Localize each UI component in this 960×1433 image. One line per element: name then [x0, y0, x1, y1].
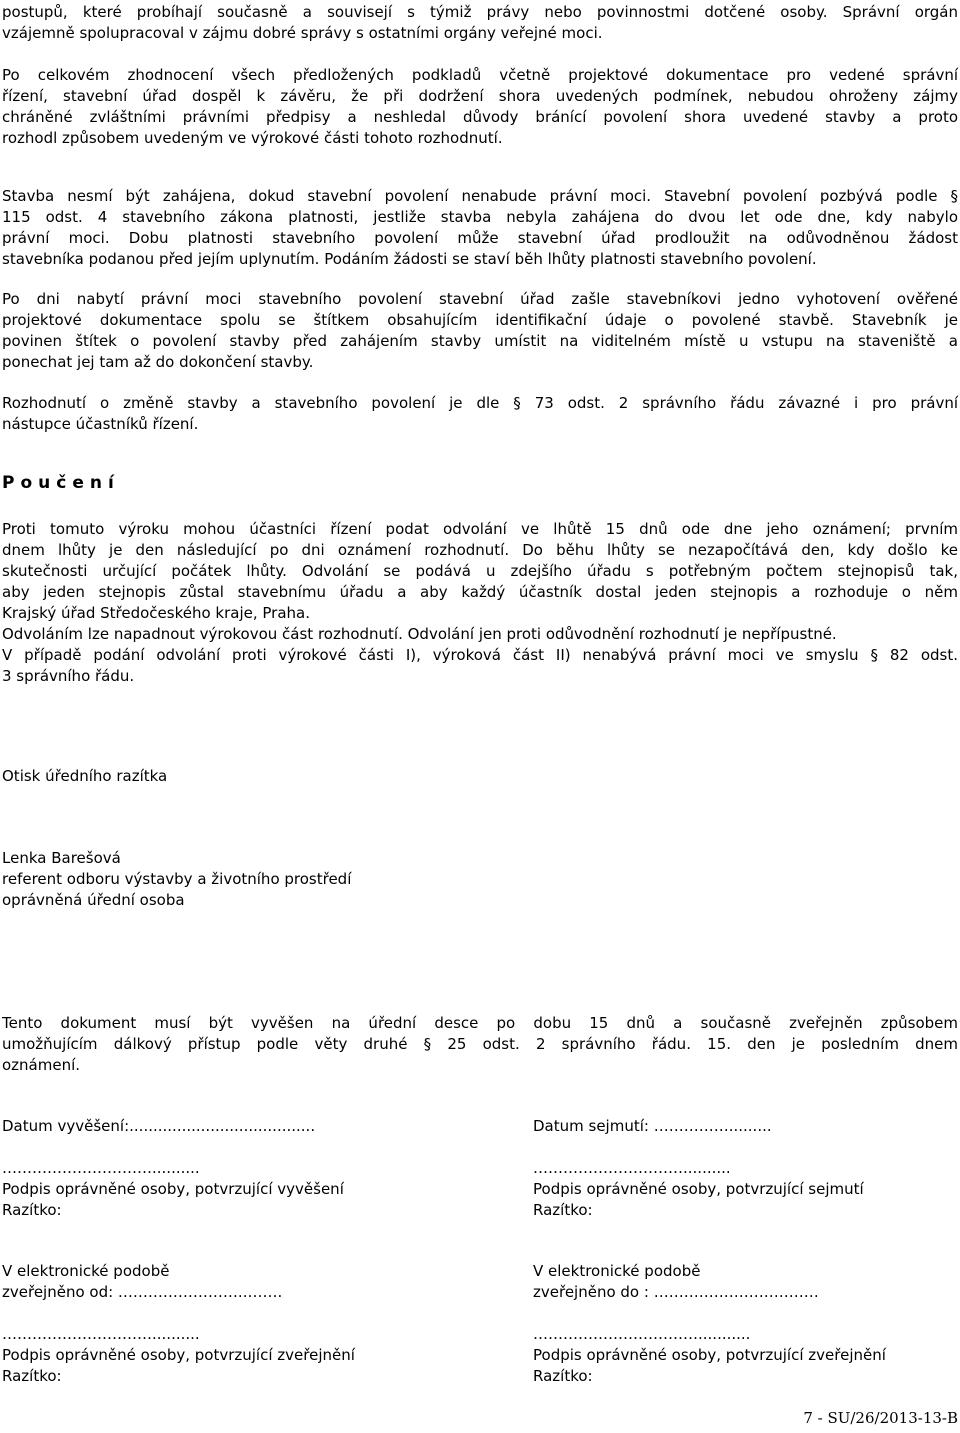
published-to-stamp-label: Razítko:: [533, 1367, 593, 1385]
signatory-position: referent odboru výstavby a životního prostředí: [2, 870, 352, 888]
poučení-line: 3 správního řádu.: [2, 667, 135, 685]
validity-line: stavebníka podanou před jejím uplynutím. Podáním žádosti se staví běh lhůty platnosti stavebního povolení.: [2, 250, 817, 268]
removed-stamp-label: Razítko:: [533, 1201, 593, 1219]
published-from-stamp-label: Razítko:: [2, 1367, 62, 1385]
assessment-line: chráněné zvláštními právními předpisy a neshledal důvody bránící povolení shora uvedené stavby a proto: [2, 108, 958, 126]
assessment-paragraph: [2, 65, 958, 149]
assessment-line: řízení, stavební úřad dospěl k závěru, že při dodržení shora uvedených podmínek, nebudou ohroženy zájmy: [2, 87, 958, 105]
poučení-line: Proti tomuto výroku mohou účastníci řízení podat odvolání ve lhůtě 15 dnů ode dne jeho oznámení; prvním: [2, 520, 958, 538]
posting-notice-line: umožňujícím dálkový přístup podle věty druhé § 25 odst. 2 správního řádu. 15. den je posledním dnem: [2, 1035, 958, 1053]
change-decision-line: Rozhodnutí o změně stavby a stavebního povolení je dle § 73 odst. 2 správního řádu závazné i pro právní: [2, 394, 958, 412]
published-from-signature-label: Podpis oprávněné osoby, potvrzující zveřejnění: [2, 1346, 355, 1364]
after-effect-line: Po dni nabytí právní moci stavebního povolení stavební úřad zašle stavebníkovi jedno vyhotovení ověřené: [2, 290, 958, 308]
intro-line: postupů, které probíhají současně a souvisejí s týmiž právy nebo povinnostmi dotčené osoby. Správní orgán: [2, 3, 958, 21]
after-effect-line: ponechat jej tam až do dokončení stavby.: [2, 353, 314, 371]
published-from-field: zveřejněno od: ……………………..…….: [2, 1283, 283, 1301]
poučení-line: aby jeden stejnopis zůstal stavebnímu úřadu a aby každý účastník dostal jeden stejnopis a rozhoduje o něm: [2, 583, 958, 601]
signatory-role: oprávněná úřední osoba: [2, 891, 185, 909]
change-decision-paragraph: [2, 393, 958, 435]
validity-line: 115 odst. 4 stavebního zákona platnosti, jestliže stavba nebyla zahájena do dvou let ode dne, kdy nabylo: [2, 208, 958, 226]
electronic-label-right: V elektronické podobě: [533, 1262, 701, 1280]
change-decision-line: nástupce účastníků řízení.: [2, 415, 199, 433]
signatory-name: Lenka Barešová: [2, 849, 121, 867]
poučení-line: dnem lhůty je den následující po dni oznámení rozhodnutí. Do běhu lhůty se nezapočítává den, kdy došlo ke: [2, 541, 958, 559]
poučení-line: Krajský úřad Středočeského kraje, Praha.: [2, 604, 311, 622]
poučení-line: V případě podání odvolání proti výrokové části I), výroková část II) nenabývá právní moci ve smyslu § 82 odst.: [2, 646, 958, 664]
poučení-line: skutečnosti určující počátek lhůty. Odvolání se podává u zdejšího úřadu s potřebným počtem stejnopisů tak,: [2, 562, 958, 580]
stamp-print-label: Otisk úředního razítka: [2, 767, 168, 785]
validity-line: právní moci. Dobu platnosti stavebního povolení může stavební úřad prodloužit na odůvodněnou žádost: [2, 229, 958, 247]
published-from-signature-line: …………………………..........: [2, 1325, 200, 1343]
posted-date-field: Datum vyvěšení:.......................................: [2, 1117, 316, 1135]
removed-date-field: Datum sejmutí: …………….........: [533, 1117, 772, 1135]
poučení-heading: Poučení: [2, 473, 120, 493]
assessment-line: Po celkovém zhodnocení všech předložených podkladů včetně projektové dokumentace pro vedené správní: [2, 66, 958, 84]
removed-signature-label: Podpis oprávněné osoby, potvrzující sejmutí: [533, 1180, 864, 1198]
page-code: 7 - SU/26/2013-13-B: [803, 1409, 958, 1427]
validity-line: Stavba nesmí být zahájena, dokud stavební povolení nenabude právní moci. Stavební povolení pozbývá podle §: [2, 187, 958, 205]
poučení-paragraph: [2, 519, 958, 687]
published-to-signature-line: ……………………………...........: [533, 1325, 751, 1343]
published-to-field: zveřejněno do : ……………………………: [533, 1283, 819, 1301]
validity-paragraph: [2, 186, 958, 270]
posted-signature-line: …………………………..........: [2, 1159, 200, 1177]
posted-signature-label: Podpis oprávněné osoby, potvrzující vyvěšení: [2, 1180, 344, 1198]
electronic-label-left: V elektronické podobě: [2, 1262, 170, 1280]
after-effect-line: povinen štítek o povolení stavby před zahájením stavby umístit na viditelném místě u vstupu na staveniště a: [2, 332, 958, 350]
after-effect-line: projektové dokumentace spolu se štítkem obsahujícím identifikační údaje o povolené stavbě. Stavebník je: [2, 311, 958, 329]
poučení-line: Odvoláním lze napadnout výrokovou část rozhodnutí. Odvolání jen proti odůvodnění rozhodnutí je nepřípustné.: [2, 625, 837, 643]
after-effect-paragraph: [2, 289, 958, 373]
posting-notice-paragraph: [2, 1013, 958, 1076]
posting-notice-line: oznámení.: [2, 1056, 81, 1074]
intro-paragraph: [2, 2, 958, 44]
intro-line: vzájemně spolupracoval v zájmu dobré správy s ostatními orgány veřejné moci.: [2, 24, 603, 42]
published-to-signature-label: Podpis oprávněné osoby, potvrzující zveřejnění: [533, 1346, 886, 1364]
removed-signature-line: …………………………..........: [533, 1159, 731, 1177]
assessment-line: rozhodl způsobem uvedeným ve výrokové části tohoto rozhodnutí.: [2, 129, 503, 147]
posting-notice-line: Tento dokument musí být vyvěšen na úřední desce po dobu 15 dnů a současně zveřejněn způsobem: [2, 1014, 958, 1032]
posted-stamp-label: Razítko:: [2, 1201, 62, 1219]
